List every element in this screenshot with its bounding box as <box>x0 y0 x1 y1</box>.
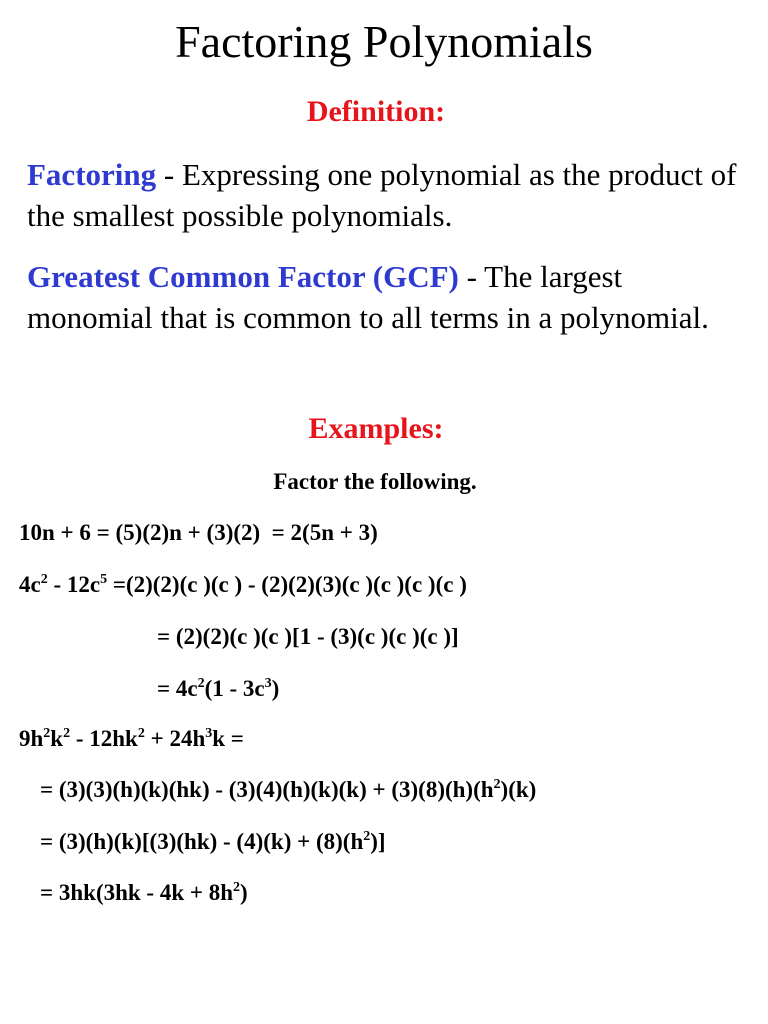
example-1-line-1: 10n + 6 = (5)(2)n + (3)(2) = 2(5n + 3) <box>19 520 378 545</box>
instruction-text: Factor the following. <box>273 469 477 494</box>
example-2-line-2: = (2)(2)(c )(c )[1 - (3)(c )(c )(c )] <box>157 624 459 649</box>
example-2-line-1: $4c^2 - 12c^5 =(2)(2)(c$ )(c ) - (2)(2)(3)(c )(c )(c )(c ) <box>19 572 467 597</box>
definition-heading: Definition: <box>306 95 446 128</box>
definition-gcf <box>27 256 747 338</box>
definition-term: Factoring <box>27 157 157 192</box>
definition-text: - Expressing one polynomial as the product of the smallest possible polynomials. <box>27 157 737 233</box>
definition-text: - The largest monomial that is common to all terms in a polynomial. <box>27 259 709 335</box>
example-3-line-4: = $3hk(3hk - 4k + 8h^2)$ <box>40 880 248 905</box>
definition-factoring <box>27 154 747 236</box>
page-title: Factoring Polynomials <box>175 16 593 67</box>
example-3-line-2: = $(3)(3)(h)(k)(hk) - (3)(4)(h)(k)(k) + (3)(8)(h)(h^2)(k)$ <box>40 777 537 802</box>
example-2-line-3: = $4c^2(1 - 3c^3)$ <box>157 676 280 701</box>
example-3-line-3: = $(3)(h)(k)[(3)(hk) - (4)(k) + (8)(h^2)]$ <box>40 829 386 854</box>
example-3-line-1: $9h^2k^2 - 12hk^2 + 24h^3k$ = <box>19 726 244 751</box>
examples-heading: Examples: <box>308 412 444 445</box>
definition-term: Greatest Common Factor (GCF) <box>27 259 459 294</box>
